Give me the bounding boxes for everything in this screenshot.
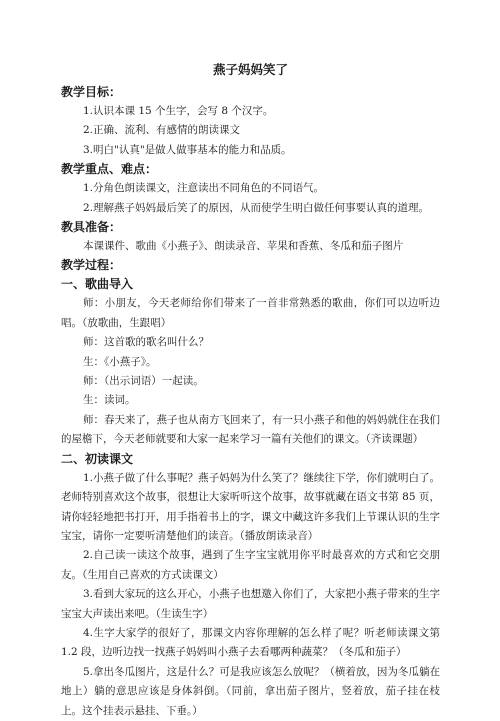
document-title: 燕子妈妈笑了 [212, 62, 288, 77]
section1-paragraph: 师：这首歌的歌名叫什么？ [83, 336, 209, 349]
section2-heading: 二、初读课文 [61, 451, 134, 466]
materials-heading: 教具准备： [61, 220, 122, 235]
goals-heading: 教学目标： [61, 85, 122, 99]
goal-item: 1.认识本课 15 个生字，会写 8 个汉字。 [83, 105, 274, 117]
section1-paragraph: 生：《小燕子》。 [83, 355, 157, 368]
section2-paragraph: 2.自己读一读这个故事，遇到了生字宝宝就用你平时最喜欢的方式和它交朋友。（生用自己喜欢的方式读课文） [61, 549, 440, 581]
section1-paragraph: 师：小朋友，今天老师给你们带来了一首非常熟悉的歌曲，你们可以边听边唱。（放歌曲，生跟唱） [61, 297, 440, 329]
goal-item: 3.明白"认真"是做人做事基本的能力和品质。 [83, 143, 292, 156]
key-point-item: 1.分角色朗读课文，注意读出不同角色的不同语气。 [83, 182, 325, 195]
materials-text: 本课课件、歌曲《小燕子》、朗读录音、苹果和香蕉、冬瓜和茄子图片 [83, 240, 404, 253]
section2-paragraph: 5.拿出冬瓜图片，这是什么？可是我应该怎么放呢？（横着放，因为冬瓜躺在地上）躺的意思应该是身体斜倒。（同前，拿出茄子图片，竖着放，茄子挂在枝上。这个挂表示悬挂、下垂。） [61, 665, 440, 717]
process-heading: 教学过程： [61, 258, 122, 273]
section2-paragraph: 4.生字大家学的很好了，那课文内容你理解的怎么样了呢？听老师读课文第 1.2 段，边听边找一找燕子妈妈叫小燕子去看哪两种蔬菜？（冬瓜和茄子） [61, 626, 440, 659]
key-point-item: 2.理解燕子妈妈最后笑了的原因，从而使学生明白做任何事要认真的道理。 [83, 201, 430, 214]
section2-paragraph: 1.小燕子做了什么事呢？燕子妈妈为什么笑了？继续往下学，你们就明白了。老师特别喜欢这个故事，很想让大家听听这个故事，故事就藏在语文书第 85 页，请你轻轻地把书打开，用手指着书上的字，课文中藏这许多我们上节课认识的生字宝宝，请你一定要听清楚他们的读音。（播放朗读录音） [61, 471, 440, 542]
section1-paragraph: 生：读词。 [83, 394, 136, 407]
section1-paragraph: 师：（出示词语）一起读。 [83, 375, 204, 388]
section1-heading: 一、歌曲导入 [61, 277, 134, 292]
goal-item: 2.正确、流利、有感情的朗读课文 [83, 124, 241, 137]
section2-paragraph: 3.看到大家玩的这么开心，小燕子也想邀入你们了，大家把小燕子带来的生字宝宝大声读出来吧。（生读生字） [61, 588, 440, 620]
section1-paragraph: 师：春天来了，燕子也从南方飞回来了，有一只小燕子和他的妈妈就住在我们的屋檐下，今天老师就要和大家一起来学习一篇有关他们的课文。（齐读课题） [61, 413, 440, 446]
key-points-heading: 教学重点、难点： [61, 162, 158, 177]
